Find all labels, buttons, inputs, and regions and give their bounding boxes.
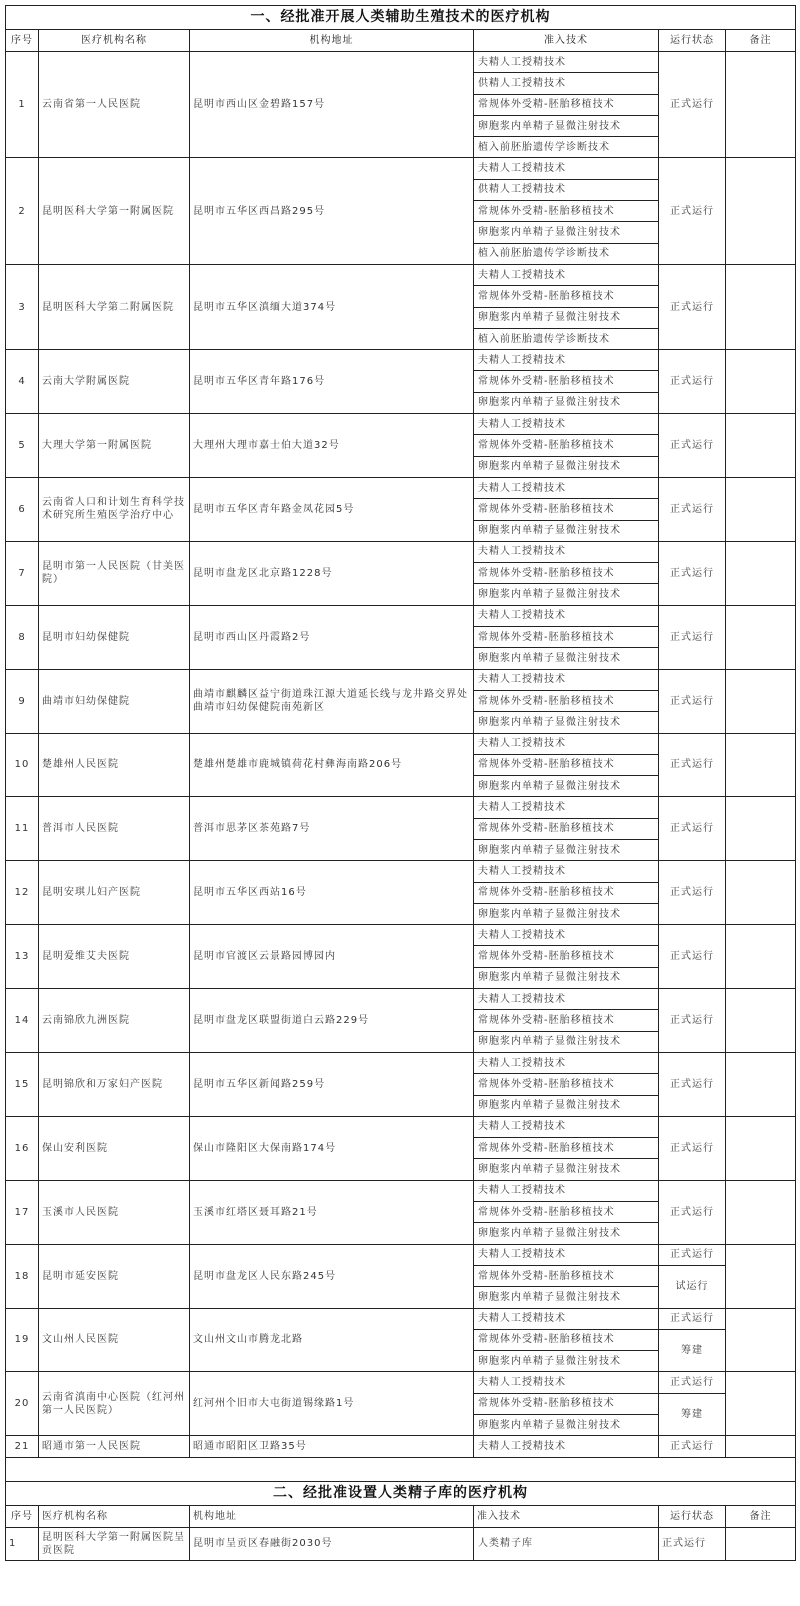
table-row: [6, 669, 796, 690]
operation-status: 正式运行: [659, 541, 726, 605]
approved-technology: 常规体外受精-胚胎移植技术: [474, 627, 659, 648]
approved-technology: 卵胞浆内单精子显微注射技术: [474, 115, 659, 136]
approved-technology: 夫精人工授精技术: [474, 1244, 659, 1265]
operation-status: 正式运行: [659, 989, 726, 1053]
institution-name: 昆明爱维艾夫医院: [39, 925, 190, 989]
approved-technology: 植入前胚胎遗传学诊断技术: [474, 328, 659, 349]
operation-status: 正式运行: [659, 797, 726, 861]
approved-technology: 卵胞浆内单精子显微注射技术: [474, 776, 659, 797]
table-row: [6, 1116, 796, 1137]
section1-title-row: [6, 6, 796, 30]
approved-technology: 夫精人工授精技术: [474, 1436, 659, 1457]
remark: [726, 1116, 796, 1180]
approved-technology: 供精人工授精技术: [474, 73, 659, 94]
approved-technology: 常规体外受精-胚胎移植技术: [474, 754, 659, 775]
table-row: [6, 605, 796, 626]
section1-table: [5, 5, 796, 1561]
approved-technology: 夫精人工授精技术: [474, 158, 659, 179]
remark: [726, 989, 796, 1053]
header-address: 机构地址: [190, 1505, 474, 1527]
institution-name: 云南大学附属医院: [39, 350, 190, 414]
operation-status: 筹建: [659, 1329, 726, 1372]
approved-technology: 卵胞浆内单精子显微注射技术: [474, 584, 659, 605]
institution-address: 昆明市盘龙区人民东路245号: [190, 1244, 474, 1308]
table-row: [6, 264, 796, 285]
approved-technology: 常规体外受精-胚胎移植技术: [474, 435, 659, 456]
header-address: 机构地址: [190, 30, 474, 52]
institution-name: 云南省第一人民医院: [39, 52, 190, 158]
approved-technology: 夫精人工授精技术: [474, 797, 659, 818]
operation-status: 正式运行: [659, 52, 726, 158]
institution-name: 昆明市第一人民医院（甘美医院）: [39, 541, 190, 605]
institution-address: 昆明市五华区青年路金凤花园5号: [190, 477, 474, 541]
approved-technology: 卵胞浆内单精子显微注射技术: [474, 903, 659, 924]
spacer-cell: [6, 1457, 796, 1481]
operation-status: 正式运行: [659, 1527, 726, 1560]
operation-status: 正式运行: [659, 669, 726, 733]
operation-status: 正式运行: [659, 1116, 726, 1180]
section2-title-row: [6, 1481, 796, 1505]
institution-name: 云南省人口和计划生育科学技术研究所生殖医学治疗中心: [39, 477, 190, 541]
institution-name: 昆明医科大学第二附属医院: [39, 264, 190, 349]
header-tech: 准入技术: [474, 30, 659, 52]
row-number: 1: [6, 52, 39, 158]
table-row: [6, 733, 796, 754]
remark: [726, 1436, 796, 1457]
remark: [726, 1372, 796, 1436]
row-number: 5: [6, 414, 39, 478]
operation-status: 正式运行: [659, 1244, 726, 1265]
approved-technology: 卵胞浆内单精子显微注射技术: [474, 839, 659, 860]
table-row: [6, 861, 796, 882]
approved-technology: 夫精人工授精技术: [474, 414, 659, 435]
approved-technology: 常规体外受精-胚胎移植技术: [474, 818, 659, 839]
row-number: 1: [6, 1527, 39, 1560]
institution-address: 玉溪市红塔区聂耳路21号: [190, 1180, 474, 1244]
operation-status: 正式运行: [659, 733, 726, 797]
operation-status: 正式运行: [659, 605, 726, 669]
header-name: 医疗机构名称: [39, 30, 190, 52]
institution-address: 昆明市西山区金碧路157号: [190, 52, 474, 158]
institution-address: 昆明市呈贡区春融街2030号: [190, 1527, 474, 1560]
operation-status: 正式运行: [659, 1372, 726, 1393]
row-number: 3: [6, 264, 39, 349]
remark: [726, 1180, 796, 1244]
institution-address: 昆明市五华区新闻路259号: [190, 1052, 474, 1116]
institution-name: 玉溪市人民医院: [39, 1180, 190, 1244]
approved-technology: 常规体外受精-胚胎移植技术: [474, 1202, 659, 1223]
row-number: 18: [6, 1244, 39, 1308]
remark: [726, 477, 796, 541]
approved-technology: 夫精人工授精技术: [474, 989, 659, 1010]
header-status: 运行状态: [659, 1505, 726, 1527]
approved-technology: 常规体外受精-胚胎移植技术: [474, 1265, 659, 1286]
header-status: 运行状态: [659, 30, 726, 52]
institution-address: 昭通市昭阳区卫路35号: [190, 1436, 474, 1457]
remark: [726, 1244, 796, 1308]
approved-technology: 常规体外受精-胚胎移植技术: [474, 286, 659, 307]
institution-address: 保山市隆阳区大保南路174号: [190, 1116, 474, 1180]
operation-status: 正式运行: [659, 477, 726, 541]
remark: [726, 733, 796, 797]
institution-address: 昆明市盘龙区联盟街道白云路229号: [190, 989, 474, 1053]
table-row: [6, 541, 796, 562]
table-row: [6, 477, 796, 498]
approved-technology: 卵胞浆内单精子显微注射技术: [474, 1287, 659, 1308]
row-number: 8: [6, 605, 39, 669]
row-number: 11: [6, 797, 39, 861]
approved-technology: 卵胞浆内单精子显微注射技术: [474, 520, 659, 541]
institution-name: 文山州人民医院: [39, 1308, 190, 1372]
row-number: 16: [6, 1116, 39, 1180]
row-number: 17: [6, 1180, 39, 1244]
table-row: [6, 1527, 796, 1560]
header-remark: 备注: [726, 1505, 796, 1527]
header-name: 医疗机构名称: [39, 1505, 190, 1527]
institution-name: 昆明市妇幼保健院: [39, 605, 190, 669]
approved-technology: 常规体外受精-胚胎移植技术: [474, 1074, 659, 1095]
approved-technology: 夫精人工授精技术: [474, 861, 659, 882]
approved-technology: 卵胞浆内单精子显微注射技术: [474, 1159, 659, 1180]
document-sheet: [5, 5, 795, 1561]
operation-status: 正式运行: [659, 1436, 726, 1457]
header-row: [6, 30, 796, 52]
table-row: [6, 925, 796, 946]
institution-address: 曲靖市麒麟区益宁街道珠江源大道延长线与龙井路交界处 曲靖市妇幼保健院南苑新区: [190, 669, 474, 733]
approved-technology: 卵胞浆内单精子显微注射技术: [474, 1351, 659, 1372]
row-number: 2: [6, 158, 39, 264]
row-number: 20: [6, 1372, 39, 1436]
approved-technology: 夫精人工授精技术: [474, 1116, 659, 1137]
approved-technology: 常规体外受精-胚胎移植技术: [474, 1393, 659, 1414]
table-row: [6, 797, 796, 818]
table-row: [6, 52, 796, 73]
approved-technology: 夫精人工授精技术: [474, 52, 659, 73]
institution-name: 昆明锦欣和万家妇产医院: [39, 1052, 190, 1116]
row-number: 13: [6, 925, 39, 989]
approved-technology: 卵胞浆内单精子显微注射技术: [474, 392, 659, 413]
approved-technology: 常规体外受精-胚胎移植技术: [474, 1010, 659, 1031]
approved-technology: 常规体外受精-胚胎移植技术: [474, 563, 659, 584]
row-number: 9: [6, 669, 39, 733]
approved-technology: 卵胞浆内单精子显微注射技术: [474, 1095, 659, 1116]
header-tech: 准入技术: [474, 1505, 659, 1527]
table-row: [6, 1052, 796, 1073]
approved-technology: 卵胞浆内单精子显微注射技术: [474, 1415, 659, 1436]
table-row: [6, 1372, 796, 1393]
institution-address: 楚雄州楚雄市鹿城镇荷花村彝海南路206号: [190, 733, 474, 797]
table-row: [6, 1436, 796, 1457]
operation-status: 正式运行: [659, 925, 726, 989]
approved-technology: 常规体外受精-胚胎移植技术: [474, 1138, 659, 1159]
approved-technology: 夫精人工授精技术: [474, 669, 659, 690]
table-row: [6, 1308, 796, 1329]
institution-name: 云南锦欣九洲医院: [39, 989, 190, 1053]
row-number: 19: [6, 1308, 39, 1372]
approved-technology: 卵胞浆内单精子显微注射技术: [474, 456, 659, 477]
approved-technology: 卵胞浆内单精子显微注射技术: [474, 1031, 659, 1052]
section-title: 一、经批准开展人类辅助生殖技术的医疗机构: [6, 6, 796, 30]
institution-address: 昆明市五华区滇缅大道374号: [190, 264, 474, 349]
section-title: 二、经批准设置人类精子库的医疗机构: [6, 1481, 796, 1505]
remark: [726, 414, 796, 478]
approved-technology: 卵胞浆内单精子显微注射技术: [474, 712, 659, 733]
approved-technology: 植入前胚胎遗传学诊断技术: [474, 243, 659, 264]
remark: [726, 158, 796, 264]
approved-technology: 常规体外受精-胚胎移植技术: [474, 499, 659, 520]
institution-name: 保山安利医院: [39, 1116, 190, 1180]
approved-technology: 夫精人工授精技术: [474, 925, 659, 946]
institution-address: 昆明市五华区西昌路295号: [190, 158, 474, 264]
header-no: 序号: [6, 30, 39, 52]
approved-technology: 夫精人工授精技术: [474, 1180, 659, 1201]
institution-name: 大理大学第一附属医院: [39, 414, 190, 478]
approved-technology: 夫精人工授精技术: [474, 264, 659, 285]
operation-status: 正式运行: [659, 158, 726, 264]
table-row: [6, 158, 796, 179]
approved-technology: 人类精子库: [474, 1527, 659, 1560]
remark: [726, 541, 796, 605]
institution-address: 普洱市思茅区茶苑路7号: [190, 797, 474, 861]
header-no: 序号: [6, 1505, 39, 1527]
row-number: 12: [6, 861, 39, 925]
approved-technology: 常规体外受精-胚胎移植技术: [474, 201, 659, 222]
institution-address: 昆明市西山区丹霞路2号: [190, 605, 474, 669]
table-row: [6, 414, 796, 435]
institution-address: 昆明市五华区青年路176号: [190, 350, 474, 414]
remark: [726, 669, 796, 733]
operation-status: 筹建: [659, 1393, 726, 1436]
approved-technology: 常规体外受精-胚胎移植技术: [474, 690, 659, 711]
approved-technology: 夫精人工授精技术: [474, 1308, 659, 1329]
remark: [726, 605, 796, 669]
institution-address: 大理州大理市嘉士伯大道32号: [190, 414, 474, 478]
approved-technology: 夫精人工授精技术: [474, 350, 659, 371]
remark: [726, 797, 796, 861]
institution-name: 昆明医科大学第一附属医院呈贡医院: [39, 1527, 190, 1560]
institution-name: 昭通市第一人民医院: [39, 1436, 190, 1457]
approved-technology: 夫精人工授精技术: [474, 733, 659, 754]
institution-address: 昆明市五华区西站16号: [190, 861, 474, 925]
approved-technology: 夫精人工授精技术: [474, 541, 659, 562]
row-number: 7: [6, 541, 39, 605]
institution-name: 昆明安琪儿妇产医院: [39, 861, 190, 925]
table-row: [6, 350, 796, 371]
remark: [726, 1527, 796, 1560]
institution-address: 昆明市官渡区云景路园博园内: [190, 925, 474, 989]
institution-name: 云南省滇南中心医院（红河州第一人民医院）: [39, 1372, 190, 1436]
remark: [726, 52, 796, 158]
remark: [726, 1308, 796, 1372]
row-number: 21: [6, 1436, 39, 1457]
approved-technology: 夫精人工授精技术: [474, 1372, 659, 1393]
approved-technology: 卵胞浆内单精子显微注射技术: [474, 222, 659, 243]
approved-technology: 植入前胚胎遗传学诊断技术: [474, 137, 659, 158]
approved-technology: 常规体外受精-胚胎移植技术: [474, 946, 659, 967]
institution-name: 曲靖市妇幼保健院: [39, 669, 190, 733]
institution-name: 普洱市人民医院: [39, 797, 190, 861]
approved-technology: 卵胞浆内单精子显微注射技术: [474, 967, 659, 988]
operation-status: 正式运行: [659, 861, 726, 925]
row-number: 14: [6, 989, 39, 1053]
operation-status: 正式运行: [659, 414, 726, 478]
approved-technology: 卵胞浆内单精子显微注射技术: [474, 307, 659, 328]
institution-name: 昆明市延安医院: [39, 1244, 190, 1308]
approved-technology: 夫精人工授精技术: [474, 1052, 659, 1073]
remark: [726, 350, 796, 414]
remark: [726, 861, 796, 925]
approved-technology: 夫精人工授精技术: [474, 605, 659, 626]
row-number: 4: [6, 350, 39, 414]
row-number: 10: [6, 733, 39, 797]
approved-technology: 卵胞浆内单精子显微注射技术: [474, 1223, 659, 1244]
operation-status: 正式运行: [659, 1052, 726, 1116]
approved-technology: 常规体外受精-胚胎移植技术: [474, 1329, 659, 1350]
operation-status: 正式运行: [659, 1180, 726, 1244]
table-row: [6, 1180, 796, 1201]
institution-address: 文山州文山市腾龙北路: [190, 1308, 474, 1372]
institution-name: 楚雄州人民医院: [39, 733, 190, 797]
remark: [726, 925, 796, 989]
row-number: 15: [6, 1052, 39, 1116]
remark: [726, 1052, 796, 1116]
approved-technology: 供精人工授精技术: [474, 179, 659, 200]
institution-address: 红河州个旧市大屯街道锡缘路1号: [190, 1372, 474, 1436]
institution-address: 昆明市盘龙区北京路1228号: [190, 541, 474, 605]
approved-technology: 常规体外受精-胚胎移植技术: [474, 371, 659, 392]
operation-status: 正式运行: [659, 350, 726, 414]
table-row: [6, 1244, 796, 1265]
approved-technology: 常规体外受精-胚胎移植技术: [474, 882, 659, 903]
row-number: 6: [6, 477, 39, 541]
approved-technology: 卵胞浆内单精子显微注射技术: [474, 648, 659, 669]
operation-status: 试运行: [659, 1265, 726, 1308]
institution-name: 昆明医科大学第一附属医院: [39, 158, 190, 264]
header-row: [6, 1505, 796, 1527]
remark: [726, 264, 796, 349]
approved-technology: 夫精人工授精技术: [474, 477, 659, 498]
operation-status: 正式运行: [659, 1308, 726, 1329]
table-row: [6, 989, 796, 1010]
approved-technology: 常规体外受精-胚胎移植技术: [474, 94, 659, 115]
operation-status: 正式运行: [659, 264, 726, 349]
spacer-row: [6, 1457, 796, 1481]
header-remark: 备注: [726, 30, 796, 52]
